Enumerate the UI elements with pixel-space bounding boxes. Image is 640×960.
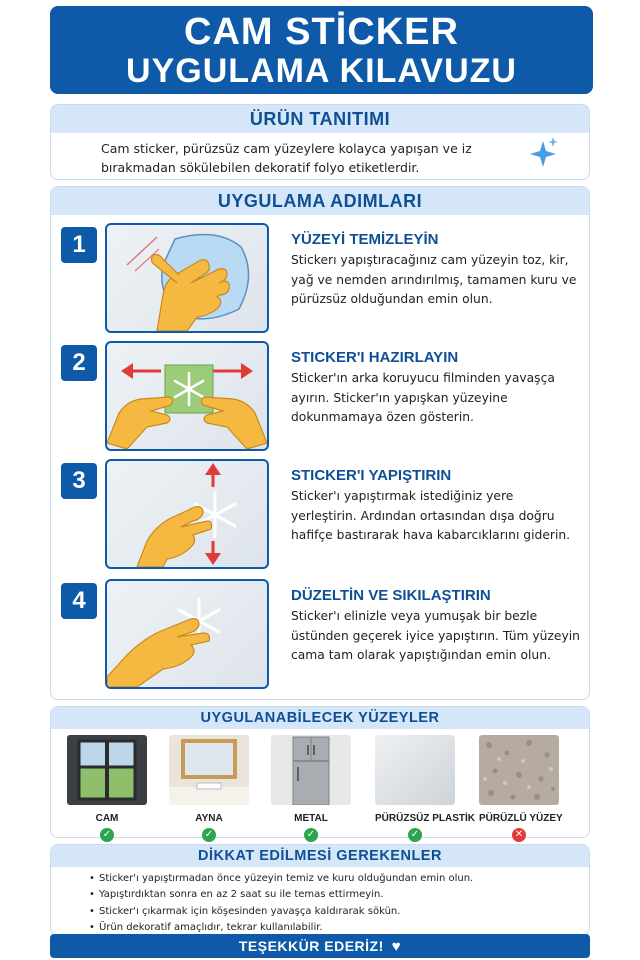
surface-rough [479, 735, 563, 842]
step-2-title: STICKER'I HAZIRLAYIN [291, 349, 459, 366]
check-icon: ✓ [202, 828, 216, 842]
header-banner [50, 6, 593, 94]
heart-icon: ♥ [391, 938, 402, 955]
surface-mirror [169, 735, 249, 842]
surface-mirror-label: AYNA [195, 813, 223, 824]
intro-panel [50, 104, 590, 180]
warnings-panel [50, 844, 590, 936]
intro-heading: ÜRÜN TANITIMI [51, 105, 589, 133]
warnings-list [89, 871, 473, 936]
step-4-number: 4 [61, 583, 97, 619]
steps-panel [50, 186, 590, 700]
step-1-illustration [105, 223, 269, 333]
surface-metal-label: METAL [294, 813, 328, 824]
surfaces-panel [50, 706, 590, 838]
intro-text: Cam sticker, pürüzsüz cam yüzeylere kolayca yapışan ve iz bırakmadan sökülebilen dekoratif folyo etiketlerdir. [101, 141, 472, 175]
step-4-text: Sticker'ı elinizle veya yumuşak bir bezle üstünden geçerek iyice yapıştırın. Tüm yüzeyin cama tam olarak yapıştığından emin olun. [291, 609, 580, 662]
step-2 [51, 341, 591, 453]
step-4-illustration [105, 579, 269, 689]
surface-metal-image [271, 735, 351, 805]
footer-text: TEŞEKKÜR EDERİZ! [238, 938, 384, 954]
check-icon: ✓ [100, 828, 114, 842]
step-3-number: 3 [61, 463, 97, 499]
surface-glass-image [67, 735, 147, 805]
step-3 [51, 459, 591, 571]
surface-rough-image [479, 735, 559, 805]
cross-icon: ✕ [512, 828, 526, 842]
step-3-illustration [105, 459, 269, 569]
step-1-number: 1 [61, 227, 97, 263]
warning-item: • Yapıştırdıktan sonra en az 2 saat su ile temas ettirmeyin. [89, 887, 473, 903]
surfaces-heading: UYGULANABİLECEK YÜZEYLER [51, 707, 589, 729]
warning-item: • Sticker'ı yapıştırmadan önce yüzeyin temiz ve kuru olduğundan emin olun. [89, 871, 473, 887]
sparkle-icon [529, 135, 559, 171]
surface-rough-label: PÜRÜZLÜ YÜZEY [479, 813, 563, 824]
step-3-title: STICKER'I YAPIŞTIRIN [291, 467, 452, 484]
step-3-text: Sticker'ı yapıştırmak istediğiniz yere yerleştirin. Ardından ortasından dışa doğru hafifçe bastırarak hava kabarcıklarını giderin. [291, 489, 571, 542]
surface-smooth-plastic [375, 735, 475, 842]
footer-banner [50, 934, 590, 958]
warnings-heading: DİKKAT EDİLMESİ GEREKENLER [51, 845, 589, 867]
surface-plastic-image [375, 735, 455, 805]
surface-plastic-label: PÜRÜZSÜZ PLASTİK [375, 813, 475, 824]
check-icon: ✓ [408, 828, 422, 842]
surface-glass [67, 735, 147, 842]
check-icon: ✓ [304, 828, 318, 842]
step-2-text: Sticker'ın arka koruyucu filminden yavaşça ayırın. Sticker'ın yapışkan yüzeyine dokunmamaya özen gösterin. [291, 371, 555, 424]
surface-mirror-image [169, 735, 249, 805]
surface-glass-label: CAM [95, 813, 119, 824]
step-2-illustration [105, 341, 269, 451]
step-4 [51, 579, 591, 691]
step-1-title: YÜZEYİ TEMİZLEYİN [291, 231, 439, 248]
step-2-number: 2 [61, 345, 97, 381]
step-1 [51, 223, 591, 335]
step-4-title: DÜZELTİN VE SIKILAŞTIRIN [291, 587, 491, 604]
warning-item: • Ürün dekoratif amaçlıdır, tekrar kullanılabilir. [89, 920, 473, 936]
step-1-text: Stickerı yapıştıracağınız cam yüzeyin toz, kir, yağ ve nemden arındırılmış, tamamen kuru ve pürüzsüz olduğundan emin olun. [291, 253, 577, 306]
header-title-line2: UYGULAMA KILAVUZU [126, 52, 517, 90]
steps-heading: UYGULAMA ADIMLARI [51, 187, 589, 215]
header-title-line1: CAM STİCKER [184, 11, 459, 53]
warning-item: • Sticker'ı çıkarmak için köşesinden yavaşça kaldırarak sökün. [89, 904, 473, 920]
surface-metal [271, 735, 351, 842]
